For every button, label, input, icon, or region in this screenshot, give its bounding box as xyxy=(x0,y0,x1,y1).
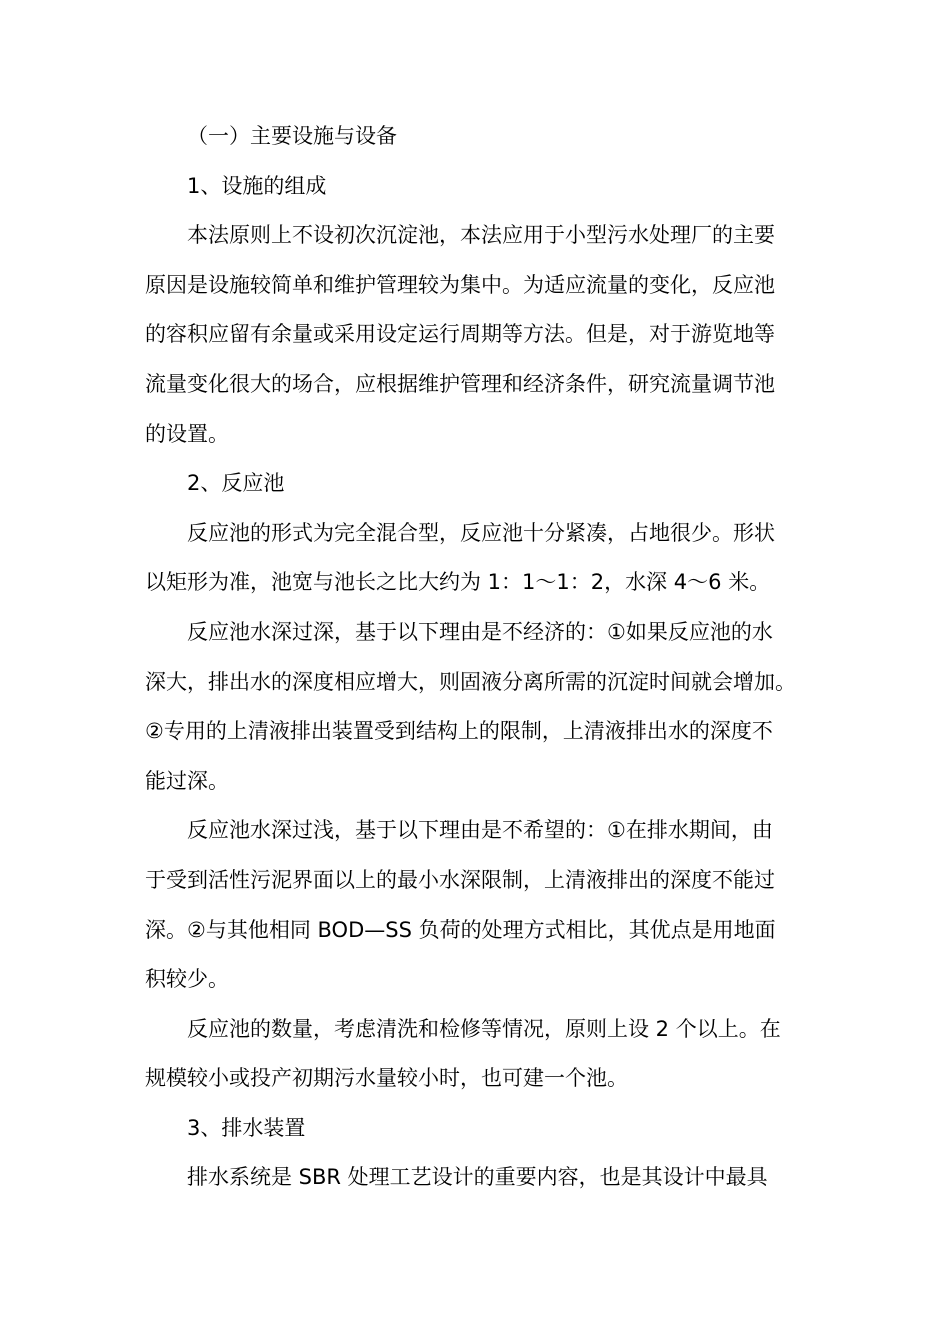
subsection-heading-drainage-device: 3、排水装置 xyxy=(187,1115,306,1140)
paragraph-line: 的容积应留有余量或采用设定运行周期等方法。但是，对于游览地等 xyxy=(145,322,775,347)
subsection-heading-reaction-tank: 2、反应池 xyxy=(187,471,285,496)
paragraph-line: 于受到活性污泥界面以上的最小水深限制，上清液排出的深度不能过 xyxy=(145,867,775,892)
paragraph-line: 反应池水深过浅，基于以下理由是不希望的：①在排水期间，由 xyxy=(187,818,773,843)
paragraph-line: 能过深。 xyxy=(145,768,229,793)
section-heading: （一）主要设施与设备 xyxy=(187,124,397,148)
paragraph-line: 反应池水深过深，基于以下理由是不经济的：①如果反应池的水 xyxy=(187,619,773,644)
paragraph-line: 反应池的数量，考虑清洗和检修等情况，原则上设 2 个以上。在 xyxy=(187,1016,781,1041)
paragraph-line: 积较少。 xyxy=(145,967,229,992)
paragraph-line: 反应池的形式为完全混合型，反应池十分紧凑，占地很少。形状 xyxy=(187,520,775,545)
paragraph-line: 排水系统是 SBR 处理工艺设计的重要内容，也是其设计中最具 xyxy=(187,1165,768,1190)
paragraph-line: 本法原则上不设初次沉淀池，本法应用于小型污水处理厂的主要 xyxy=(187,223,775,248)
document-body xyxy=(145,112,807,1203)
subsection-heading-facility-composition: 1、设施的组成 xyxy=(187,173,327,198)
paragraph-line: 的设置。 xyxy=(145,421,229,446)
paragraph-line: 规模较小或投产初期污水量较小时，也可建一个池。 xyxy=(145,1066,628,1091)
paragraph-line: 以矩形为准，池宽与池长之比大约为 1：1～1：2，水深 4～6 米。 xyxy=(145,570,771,595)
paragraph-line: ②专用的上清液排出装置受到结构上的限制，上清液排出水的深度不 xyxy=(145,719,773,744)
paragraph-line: 深。②与其他相同 BOD—SS 负荷的处理方式相比，其优点是用地面 xyxy=(145,917,776,942)
paragraph-line: 深大，排出水的深度相应增大，则固液分离所需的沉淀时间就会增加。 xyxy=(145,669,796,694)
paragraph-line: 原因是设施较简单和维护管理较为集中。为适应流量的变化，反应池 xyxy=(145,272,775,297)
paragraph-line: 流量变化很大的场合，应根据维护管理和经济条件，研究流量调节池 xyxy=(145,371,775,396)
